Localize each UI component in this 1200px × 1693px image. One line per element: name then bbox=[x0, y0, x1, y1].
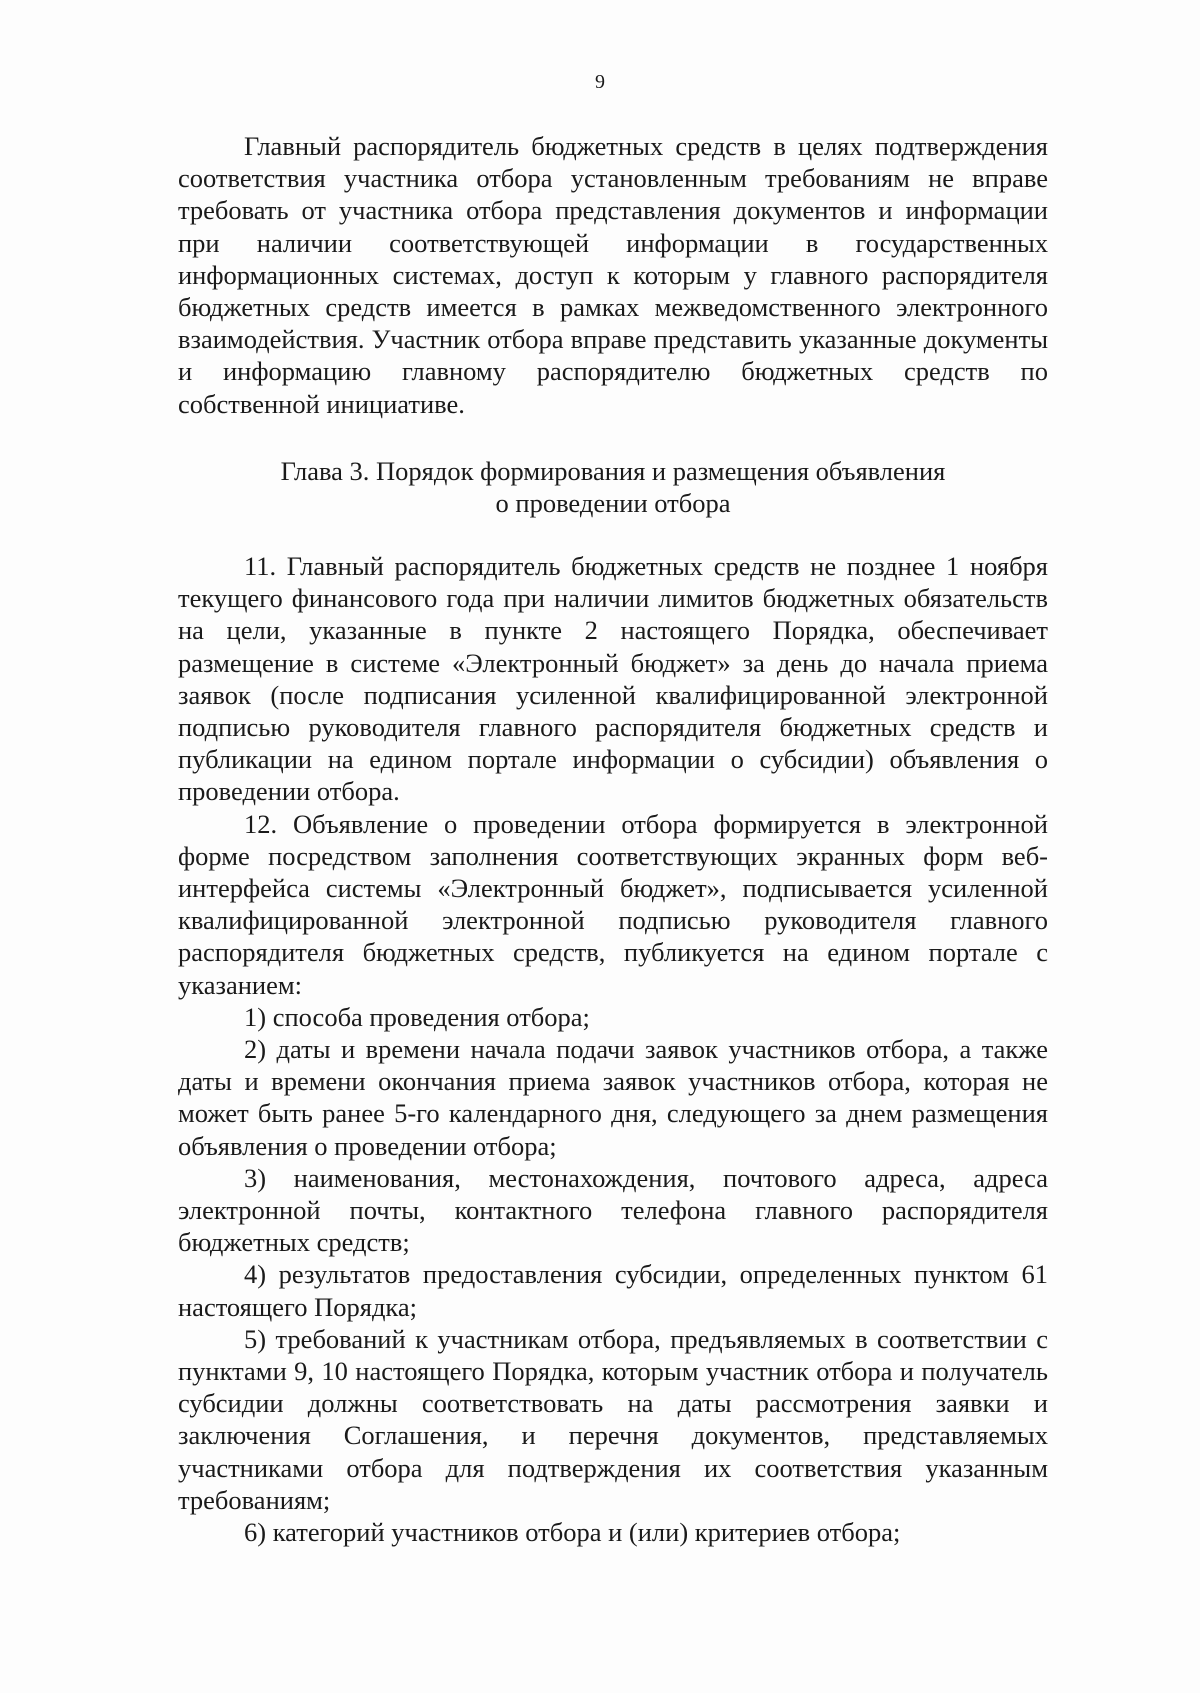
intro-section bbox=[178, 130, 1048, 420]
chapter-body bbox=[178, 550, 1048, 1548]
list-item-1: 1) способа проведения отбора; bbox=[244, 1001, 590, 1032]
list-item-3: 3) наименования, местонахождения, почтового адреса, адреса электронной почты, контактного телефона главного распорядителя бюджетных средств; bbox=[178, 1162, 1048, 1258]
page-number: 9 bbox=[595, 71, 605, 93]
list-item-2: 2) даты и времени начала подачи заявок участников отбора, а также даты и времени окончания приема заявок участников отбора, которая не может быть ранее 5-го календарного дня, следующего за днем размещения объявления о проведении отбора; bbox=[178, 1034, 1048, 1161]
chapter-heading-line-2: о проведении отбора bbox=[495, 488, 731, 518]
paragraph-11: 11. Главный распорядитель бюджетных средств не позднее 1 ноября текущего финансового года при наличии лимитов бюджетных обязательств на цели, указанные в пункте 2 настоящего Порядка, обеспечивает размещение в системе «Электронный бюджет» за день до начала приема заявок (после подписания усиленной квалифицированной электронной подписью руководителя главного распорядителя бюджетных средств и публикации на едином портале информации о субсидии) объявления о проведении отбора. bbox=[178, 551, 1048, 807]
list-item-5: 5) требований к участникам отбора, предъявляемых в соответствии с пунктами 9, 10 настоящего Порядка, которым участник отбора и получатель субсидии должны соответствовать на даты рассмотрения заявки и заключения Соглашения, и перечня документов, представляемых участниками отбора для подтверждения их соответствия указанным требованиям; bbox=[178, 1323, 1048, 1515]
intro-paragraph: Главный распорядитель бюджетных средств в целях подтверждения соответствия участника отбора установленным требованиям не вправе требовать от участника отбора представления документов и информации при наличии соответствующей информации в государственных информационных системах, доступ к которым у главного распорядителя бюджетных средств имеется в рамках межведомственного электронного взаимодействия. Участник отбора вправе представить указанные документы и информацию главному распорядителю бюджетных средств по собственной инициативе. bbox=[178, 131, 1048, 419]
list-item-6: 6) категорий участников отбора и (или) критериев отбора; bbox=[244, 1517, 901, 1548]
chapter-heading bbox=[178, 455, 1048, 519]
paragraph-12: 12. Объявление о проведении отбора формируется в электронной форме посредством заполнения соответствующих экранных форм веб-интерфейса системы «Электронный бюджет», подписывается усиленной квалифицированной электронной подписью руководителя главного распорядителя бюджетных средств, публикуется на едином портале с указанием: bbox=[178, 808, 1048, 1000]
list-item-4: 4) результатов предоставления субсидии, определенных пунктом 61 настоящего Порядка; bbox=[178, 1259, 1048, 1322]
chapter-heading-line-1: Глава 3. Порядок формирования и размещения объявления bbox=[280, 456, 946, 486]
